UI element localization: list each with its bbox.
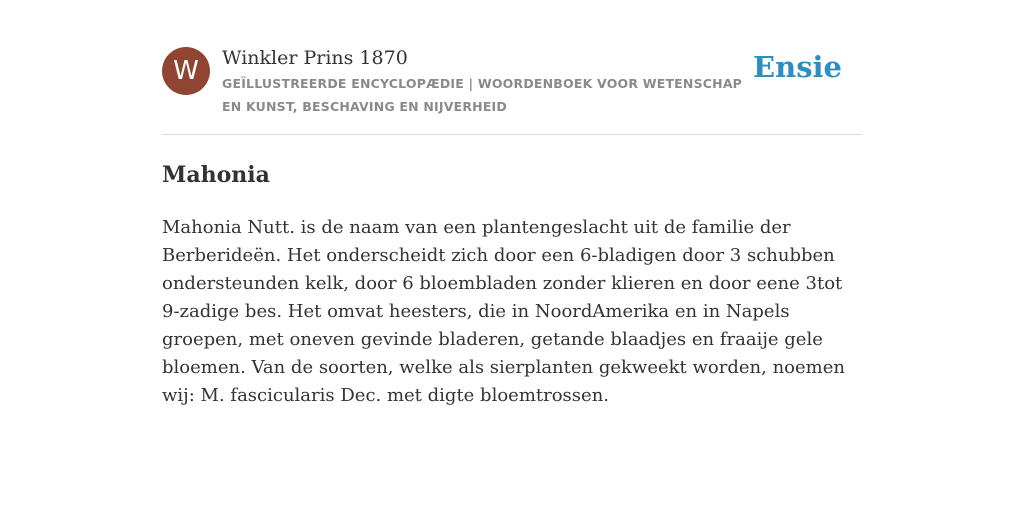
ensie-logo[interactable]: Ensie <box>753 50 842 84</box>
source-title[interactable]: Winkler Prins 1870 <box>222 47 408 69</box>
source-subtitle: GEÏLLUSTREERDE ENCYCLOPÆDIE | WOORDENBOEK VOOR WETENSCHAP EN KUNST, BESCHAVING EN NIJVERHEID <box>222 76 743 114</box>
source-avatar[interactable]: W <box>162 47 210 95</box>
source-info <box>222 44 752 118</box>
article-title: Mahonia <box>162 162 270 188</box>
article-body: Mahonia Nutt. is de naam van een plantengeslacht uit de familie der Berberideën. Het onderscheidt zich door een 6-bladigen door 3 schubben ondersteunden kelk, door 6 bloembladen zonder klieren en door eene 3tot 9-zadige bes. Het omvat heesters, die in NoordAmerika en in Napels groepen, met oneven gevinde bladeren, getande blaadjes en fraaije gele bloemen. Van de soorten, welke als sierplanten gekweekt worden, noemen wij: M. fascicularis Dec. met digte bloemtrossen. <box>162 217 845 406</box>
source-header <box>162 44 862 135</box>
article-card <box>162 44 862 410</box>
